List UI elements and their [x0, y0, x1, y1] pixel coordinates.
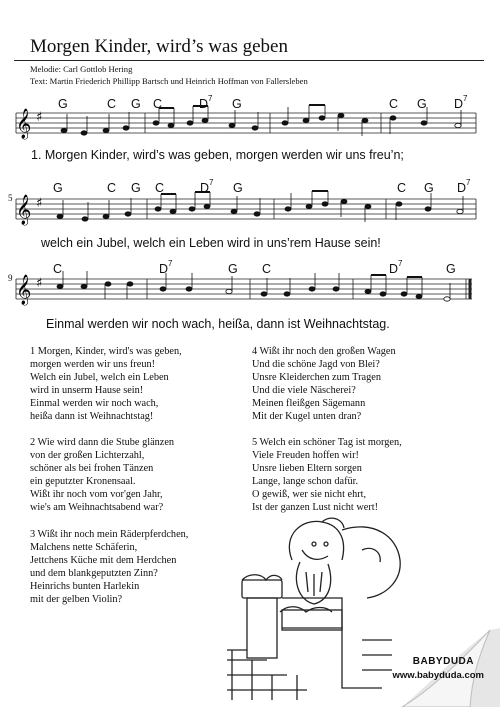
staff-svg: [0, 94, 500, 154]
chord-symbol: $D^7$: [199, 94, 213, 112]
chord-symbol: G: [58, 97, 68, 112]
verse-3: 3 Wißt ihr noch mein Räderpferdchen, Malchens nette Schäferin, Jettchens Küche mit dem Herdchen und dem blankgeputzten Zinn? Heinrichs bunten Harlekin mit der gelben Violin?: [30, 529, 189, 606]
chord-symbol: C: [53, 262, 63, 277]
music-system-1: [0, 94, 500, 174]
chord-symbol: C: [107, 181, 117, 196]
lyric-line: Einmal werden wir noch wach, heißa, dann ist Weihnachtstag.: [46, 317, 390, 331]
chord-symbol: G: [424, 181, 434, 196]
chord-symbol: G: [53, 181, 63, 196]
verse-2: 2 Wie wird dann die Stube glänzen von der großen Lichterzahl, schöner als bei frohen Tänzen ein geputzter Kronensaal. Wißt ihr noch vom vor'gen Jahr, wie's am Weihnachtsabend war?: [30, 437, 175, 514]
chord-symbol: G: [131, 181, 141, 196]
svg-text:♯: ♯: [36, 110, 43, 125]
chord-symbol: G: [233, 181, 243, 196]
chord-symbol: C: [107, 97, 117, 112]
chord-symbol: C: [397, 181, 407, 196]
measure-number: 9: [8, 273, 13, 283]
chord-symbol: C: [389, 97, 399, 112]
song-title: Morgen Kinder, wird’s was geben: [30, 36, 288, 57]
chord-symbol: G: [131, 97, 141, 112]
chord-symbol: $D^7$: [389, 259, 403, 277]
chord-symbol: C: [153, 97, 163, 112]
staff-svg: [0, 180, 500, 240]
svg-text:♯: ♯: [36, 196, 43, 211]
verse-1: 1 Morgen, Kinder, wird's was geben, morgen werden wir uns freun! Welch ein Jubel, welch ein Leben wird in unserm Hause sein! Einmal werden wir noch wach, heißa dann ist Weihnachtstag!: [30, 346, 182, 423]
treble-clef-icon: 𝄞: [16, 109, 32, 139]
lyric-line: 1. Morgen Kinder, wird’s was geben, morgen werden wir uns freu’n;: [31, 148, 404, 162]
chord-symbol: G: [417, 97, 427, 112]
chord-symbol: $D^7$: [159, 259, 173, 277]
title-divider: [14, 60, 484, 61]
measure-number: 5: [8, 193, 13, 203]
website-url[interactable]: www.babyduda.com: [392, 670, 484, 681]
svg-text:♯: ♯: [36, 276, 43, 291]
music-system-3: [0, 256, 500, 336]
babyduda-logo: BABYDUDA: [412, 656, 474, 667]
treble-clef-icon: 𝄞: [16, 275, 32, 305]
chord-symbol: C: [155, 181, 165, 196]
chord-symbol: C: [262, 262, 272, 277]
chord-symbol: G: [232, 97, 242, 112]
verse-5: 5 Welch ein schöner Tag ist morgen, Viele Freuden hoffen wir! Unsre lieben Eltern sorgen Lange, lange schon dafür. O gewiß, wer sie nicht ehrt, Ist der ganzen Lust nicht wert!: [252, 437, 402, 514]
chord-symbol: $D^7$: [457, 178, 471, 196]
chord-symbol: G: [228, 262, 238, 277]
text-credit: Text: Martin Friederich Phillipp Bartsch und Heinrich Hoffman von Fallersleben: [30, 76, 308, 86]
melody-credit: Melodie: Carl Gottlob Hering: [30, 64, 133, 74]
treble-clef-icon: 𝄞: [16, 195, 32, 225]
chord-symbol: $D^7$: [200, 178, 214, 196]
chord-symbol: $D^7$: [454, 94, 468, 112]
staff-svg: [0, 256, 500, 316]
verse-4: 4 Wißt ihr noch den großen Wagen Und die schöne Jagd von Blei? Unsre Kleiderchen zum Tragen Und die viele Näscherei? Meinen fleißgen Sägemann Mit der Kugel unten dran?: [252, 346, 396, 423]
lyric-line: welch ein Jubel, welch ein Leben wird in uns’rem Hause sein!: [41, 236, 381, 250]
chord-symbol: G: [446, 262, 456, 277]
music-system-2: [0, 180, 500, 260]
